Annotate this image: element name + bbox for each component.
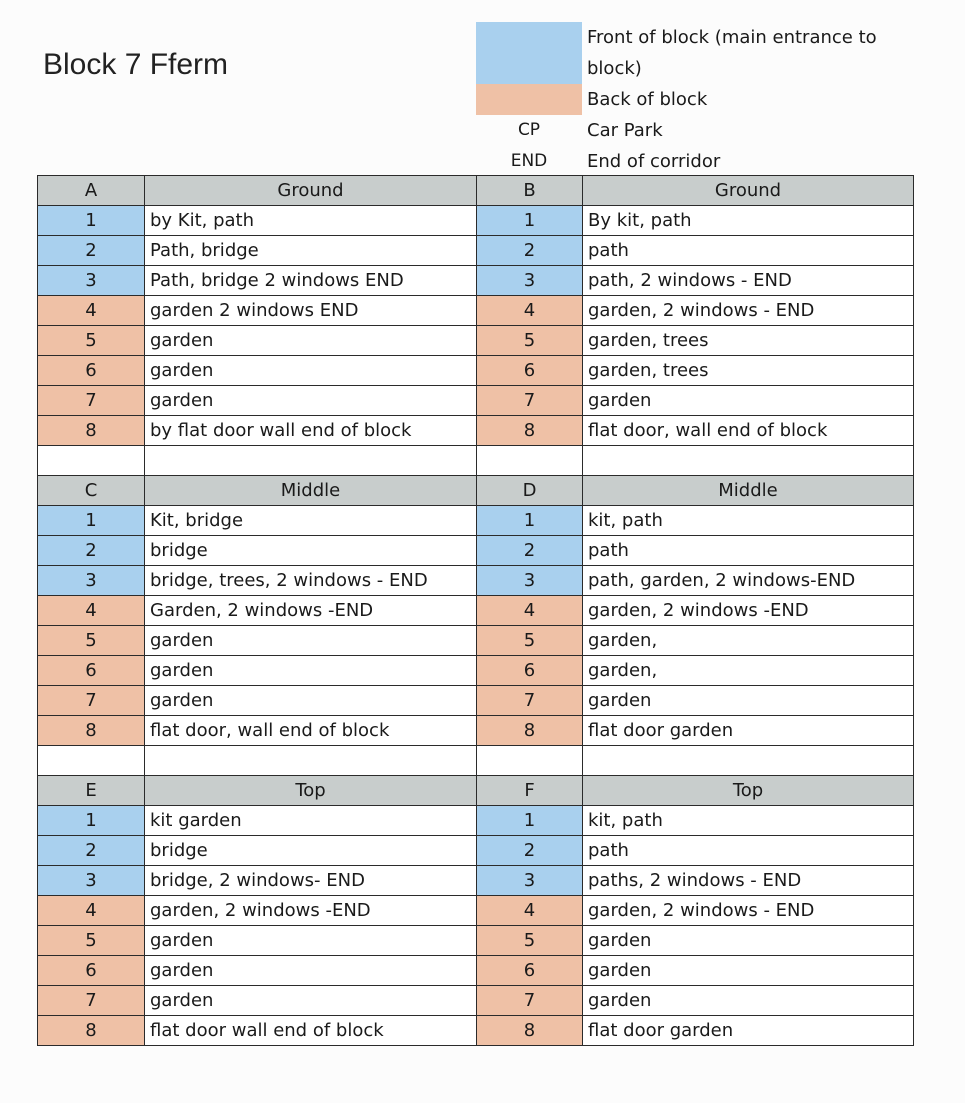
- room-number: 4: [38, 596, 145, 626]
- table-row: [38, 626, 914, 656]
- legend-end-text: End of corridor: [587, 151, 721, 172]
- room-description: bridge, 2 windows- END: [145, 866, 477, 896]
- legend-cp: [476, 115, 936, 146]
- floor-label: Middle: [145, 476, 477, 506]
- room-number: 1: [38, 806, 145, 836]
- room-description: garden, 2 windows -END: [583, 596, 914, 626]
- room-description: garden 2 windows END: [145, 296, 477, 326]
- room-description: flat door, wall end of block: [583, 416, 914, 446]
- table-row: [38, 656, 914, 686]
- room-number: 5: [477, 926, 583, 956]
- room-number: 1: [477, 806, 583, 836]
- floor-label: Middle: [583, 476, 914, 506]
- floor-label: Ground: [145, 176, 477, 206]
- room-description: Path, bridge 2 windows END: [145, 266, 477, 296]
- legend-front-text-line2: block): [587, 58, 642, 79]
- room-description: flat door garden: [583, 1016, 914, 1046]
- empty-cell: [38, 446, 145, 476]
- room-number: 6: [477, 956, 583, 986]
- room-description: kit, path: [583, 806, 914, 836]
- table-row: [38, 326, 914, 356]
- room-description: garden: [583, 926, 914, 956]
- table-row: [38, 686, 914, 716]
- section-header-row: [38, 776, 914, 806]
- room-number: 6: [477, 356, 583, 386]
- room-description: garden, trees: [583, 356, 914, 386]
- table-row: [38, 986, 914, 1016]
- room-number: 2: [477, 836, 583, 866]
- legend-end: [476, 146, 936, 177]
- room-number: 4: [477, 296, 583, 326]
- table-row: [38, 356, 914, 386]
- room-description: garden, 2 windows - END: [583, 296, 914, 326]
- section-header-row: [38, 176, 914, 206]
- room-number: 7: [477, 686, 583, 716]
- room-number: 2: [38, 536, 145, 566]
- room-description: garden: [145, 986, 477, 1016]
- room-number: 3: [477, 566, 583, 596]
- room-number: 5: [477, 326, 583, 356]
- table-row: [38, 566, 914, 596]
- table-row: [38, 956, 914, 986]
- room-number: 3: [477, 866, 583, 896]
- room-number: 7: [38, 386, 145, 416]
- room-description: garden: [145, 926, 477, 956]
- table-row: [38, 236, 914, 266]
- legend-back: [476, 84, 936, 115]
- section-id: D: [477, 476, 583, 506]
- room-description: garden: [145, 956, 477, 986]
- room-description: Garden, 2 windows -END: [145, 596, 477, 626]
- room-number: 8: [38, 416, 145, 446]
- room-description: path: [583, 836, 914, 866]
- room-description: garden: [583, 956, 914, 986]
- room-number: 2: [477, 536, 583, 566]
- empty-cell: [145, 746, 477, 776]
- room-description: bridge: [145, 836, 477, 866]
- legend-end-key: END: [510, 151, 548, 171]
- legend-front-text-line1: Front of block (main entrance to: [587, 27, 877, 48]
- room-number: 8: [38, 1016, 145, 1046]
- room-description: path, garden, 2 windows-END: [583, 566, 914, 596]
- room-number: 5: [38, 926, 145, 956]
- room-description: by flat door wall end of block: [145, 416, 477, 446]
- room-description: flat door wall end of block: [145, 1016, 477, 1046]
- section-header-row: [38, 476, 914, 506]
- room-description: flat door, wall end of block: [145, 716, 477, 746]
- room-number: 1: [477, 506, 583, 536]
- empty-cell: [583, 446, 914, 476]
- room-number: 6: [477, 656, 583, 686]
- room-number: 8: [477, 716, 583, 746]
- room-description: flat door garden: [583, 716, 914, 746]
- floor-label: Ground: [583, 176, 914, 206]
- front-swatch: [476, 22, 582, 84]
- section-id: E: [38, 776, 145, 806]
- room-description: garden: [145, 686, 477, 716]
- room-number: 6: [38, 956, 145, 986]
- room-number: 5: [477, 626, 583, 656]
- table-row: [38, 716, 914, 746]
- room-description: kit, path: [583, 506, 914, 536]
- empty-cell: [477, 446, 583, 476]
- room-number: 2: [38, 236, 145, 266]
- empty-cell: [145, 446, 477, 476]
- room-number: 8: [477, 1016, 583, 1046]
- table-row: [38, 206, 914, 236]
- room-description: path: [583, 236, 914, 266]
- legend-cp-text: Car Park: [587, 120, 663, 141]
- table-row: [38, 536, 914, 566]
- room-description: garden: [145, 386, 477, 416]
- table-row: [38, 926, 914, 956]
- room-description: by Kit, path: [145, 206, 477, 236]
- room-number: 4: [477, 596, 583, 626]
- room-description: garden: [145, 356, 477, 386]
- room-description: garden: [145, 326, 477, 356]
- room-description: bridge, trees, 2 windows - END: [145, 566, 477, 596]
- room-description: garden: [583, 386, 914, 416]
- room-number: 5: [38, 326, 145, 356]
- table-row: [38, 596, 914, 626]
- room-number: 3: [477, 266, 583, 296]
- floor-label: Top: [145, 776, 477, 806]
- empty-cell: [477, 746, 583, 776]
- room-number: 1: [477, 206, 583, 236]
- room-number: 4: [38, 296, 145, 326]
- floor-label: Top: [583, 776, 914, 806]
- back-swatch: [476, 84, 582, 115]
- room-description: path, 2 windows - END: [583, 266, 914, 296]
- room-number: 5: [38, 626, 145, 656]
- room-number: 1: [38, 206, 145, 236]
- room-number: 4: [38, 896, 145, 926]
- table-row: [38, 296, 914, 326]
- page-title: Block 7 Fferm: [43, 48, 229, 81]
- room-number: 6: [38, 356, 145, 386]
- table-row: [38, 896, 914, 926]
- table-row: [38, 416, 914, 446]
- table-row: [38, 836, 914, 866]
- room-description: garden, 2 windows -END: [145, 896, 477, 926]
- room-number: 2: [477, 236, 583, 266]
- room-description: Path, bridge: [145, 236, 477, 266]
- room-description: By kit, path: [583, 206, 914, 236]
- spacer-row: [38, 446, 914, 476]
- room-description: garden: [145, 656, 477, 686]
- empty-cell: [38, 746, 145, 776]
- table-row: [38, 1016, 914, 1046]
- table-row: [38, 806, 914, 836]
- room-description: garden, trees: [583, 326, 914, 356]
- room-number: 7: [38, 986, 145, 1016]
- room-number: 1: [38, 506, 145, 536]
- room-number: 3: [38, 566, 145, 596]
- room-number: 8: [38, 716, 145, 746]
- room-number: 7: [477, 986, 583, 1016]
- room-description: paths, 2 windows - END: [583, 866, 914, 896]
- section-id: F: [477, 776, 583, 806]
- room-description: garden,: [583, 626, 914, 656]
- table-row: [38, 266, 914, 296]
- section-id: A: [38, 176, 145, 206]
- legend-cp-key: CP: [517, 120, 541, 140]
- legend-back-text: Back of block: [587, 89, 708, 110]
- room-number: 6: [38, 656, 145, 686]
- spacer-row: [38, 746, 914, 776]
- room-description: Kit, bridge: [145, 506, 477, 536]
- legend: [476, 22, 936, 177]
- room-description: kit garden: [145, 806, 477, 836]
- room-table: [37, 175, 914, 1046]
- section-id: B: [477, 176, 583, 206]
- room-number: 4: [477, 896, 583, 926]
- room-number: 3: [38, 266, 145, 296]
- table-row: [38, 506, 914, 536]
- room-number: 7: [477, 386, 583, 416]
- room-description: garden: [583, 686, 914, 716]
- room-number: 8: [477, 416, 583, 446]
- room-number: 7: [38, 686, 145, 716]
- table-row: [38, 386, 914, 416]
- room-number: 3: [38, 866, 145, 896]
- room-description: garden, 2 windows - END: [583, 896, 914, 926]
- room-description: garden,: [583, 656, 914, 686]
- room-description: bridge: [145, 536, 477, 566]
- room-description: path: [583, 536, 914, 566]
- section-id: C: [38, 476, 145, 506]
- room-description: garden: [145, 626, 477, 656]
- table-row: [38, 866, 914, 896]
- legend-front: [476, 22, 936, 84]
- room-description: garden: [583, 986, 914, 1016]
- empty-cell: [583, 746, 914, 776]
- room-number: 2: [38, 836, 145, 866]
